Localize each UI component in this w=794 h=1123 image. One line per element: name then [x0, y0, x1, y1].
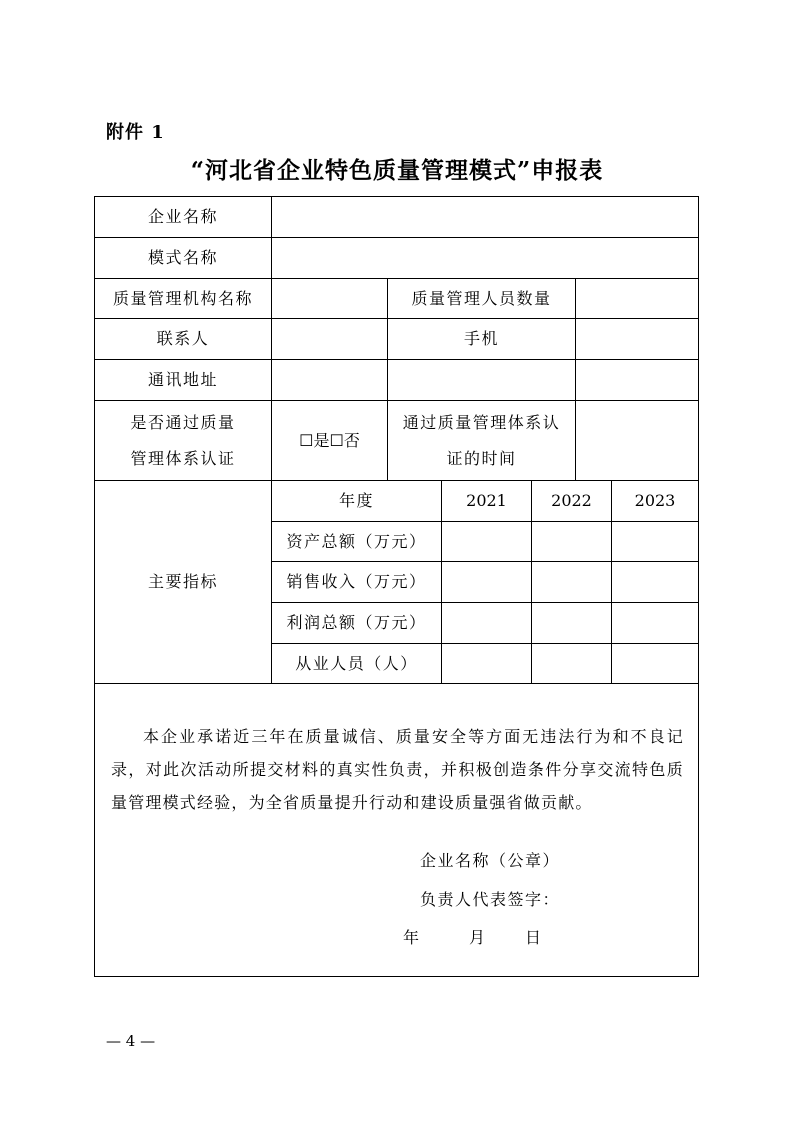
metric-total-assets: 资产总额（万元）	[286, 531, 427, 551]
data-cell[interactable]	[612, 603, 698, 643]
page-number: — 4 —	[106, 1032, 156, 1050]
data-cell[interactable]	[532, 562, 611, 602]
year-header: 年度	[338, 491, 374, 511]
date-day-label: 日	[525, 928, 543, 947]
certification-time-label	[388, 401, 575, 480]
certification-label-line1: 是否通过质量	[130, 413, 236, 433]
signature-label: 负责人代表签字：	[420, 890, 561, 909]
company-name-field[interactable]	[272, 197, 698, 237]
data-cell[interactable]	[612, 562, 698, 602]
row-divider	[95, 683, 698, 684]
data-cell[interactable]	[442, 603, 531, 643]
data-cell[interactable]	[442, 522, 531, 561]
certification-checkbox-group[interactable]: ☐是☐否	[299, 430, 360, 450]
mode-name-field[interactable]	[272, 238, 698, 278]
year-2021: 2021	[466, 491, 507, 511]
data-cell[interactable]	[612, 644, 698, 683]
qm-org-label: 质量管理机构名称	[112, 288, 253, 308]
data-cell[interactable]	[442, 644, 531, 683]
qm-staff-label: 质量管理人员数量	[411, 288, 552, 308]
date-year-label: 年	[403, 928, 421, 947]
application-form	[94, 196, 699, 977]
data-cell[interactable]	[532, 603, 611, 643]
contact-field[interactable]	[272, 319, 387, 359]
pledge-text: 本企业承诺近三年在质量诚信、质量安全等方面无违法行为和不良记录，对此次活动所提交材料的真实性负责，并积极创造条件分享交流特色质量管理模式经验，为全省质量提升行动和建设质量强省做贡献。	[111, 727, 684, 812]
address-field[interactable]	[272, 360, 698, 400]
qm-org-field[interactable]	[272, 279, 387, 318]
company-name-label: 企业名称	[147, 207, 218, 227]
mode-name-label: 模式名称	[147, 248, 218, 268]
certification-label	[95, 401, 271, 480]
metric-sales-revenue: 销售收入（万元）	[286, 572, 427, 592]
date-month-label: 月	[469, 928, 487, 947]
certification-time-label-line1: 通过质量管理体系认	[402, 413, 561, 433]
contact-label: 联系人	[156, 329, 210, 349]
data-cell[interactable]	[532, 522, 611, 561]
data-cell[interactable]	[612, 522, 698, 561]
data-cell[interactable]	[532, 644, 611, 683]
phone-label: 手机	[463, 329, 499, 349]
data-cell[interactable]	[442, 562, 531, 602]
form-title: “河北省企业特色质量管理模式”申报表	[190, 157, 604, 184]
metric-employees: 从业人员（人）	[295, 653, 418, 673]
year-2023: 2023	[634, 491, 676, 511]
phone-field[interactable]	[576, 319, 698, 359]
certification-time-label-line2: 证的时间	[446, 448, 517, 468]
attachment-label: 附件 1	[106, 122, 165, 143]
certification-time-field[interactable]	[576, 401, 698, 480]
company-seal-label: 企业名称（公章）	[420, 851, 561, 870]
indicators-label: 主要指标	[147, 572, 218, 592]
qm-staff-field[interactable]	[576, 279, 698, 318]
metric-total-profit: 利润总额（万元）	[286, 613, 427, 633]
address-label: 通讯地址	[147, 370, 218, 390]
certification-label-line2: 管理体系认证	[130, 448, 236, 468]
year-2022: 2022	[551, 491, 592, 511]
